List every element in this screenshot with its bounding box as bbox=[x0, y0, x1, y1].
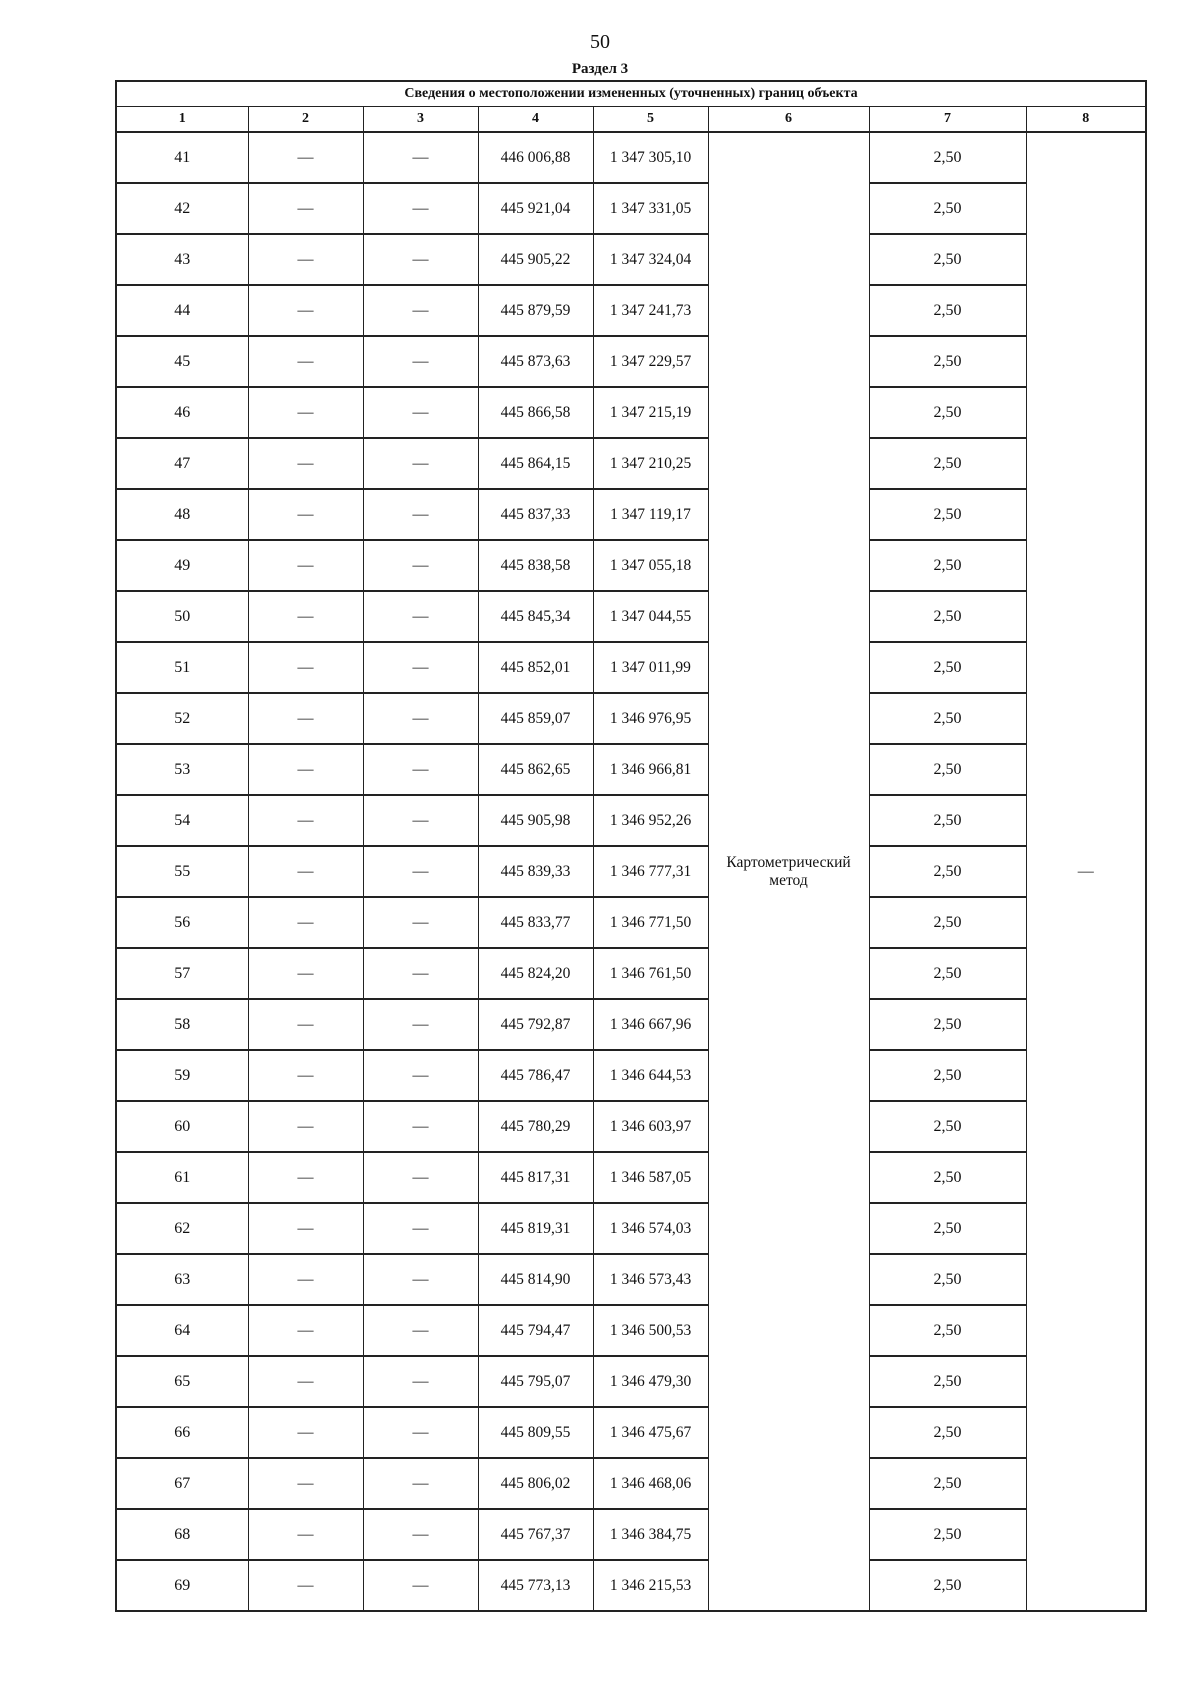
y-coordinate-cell: 1 346 475,67 bbox=[593, 1407, 708, 1458]
col3-cell: — bbox=[363, 489, 478, 540]
accuracy-cell: 2,50 bbox=[869, 1050, 1026, 1101]
col3-cell: — bbox=[363, 1101, 478, 1152]
col3-cell: — bbox=[363, 1254, 478, 1305]
col3-cell: — bbox=[363, 387, 478, 438]
x-coordinate-cell: 445 780,29 bbox=[478, 1101, 593, 1152]
y-coordinate-cell: 1 347 229,57 bbox=[593, 336, 708, 387]
col2-cell: — bbox=[248, 1509, 363, 1560]
method-cell: Картометрический метод bbox=[708, 132, 869, 1611]
table-row bbox=[116, 1458, 1146, 1509]
x-coordinate-cell: 445 837,33 bbox=[478, 489, 593, 540]
x-coordinate-cell: 445 824,20 bbox=[478, 948, 593, 999]
col2-cell: — bbox=[248, 1458, 363, 1509]
col2-cell: — bbox=[248, 642, 363, 693]
col2-cell: — bbox=[248, 1356, 363, 1407]
col2-cell: — bbox=[248, 1101, 363, 1152]
col2-cell: — bbox=[248, 1560, 363, 1611]
column-header-row bbox=[116, 107, 1146, 133]
accuracy-cell: 2,50 bbox=[869, 999, 1026, 1050]
table-row bbox=[116, 1152, 1146, 1203]
point-number-cell: 69 bbox=[116, 1560, 248, 1611]
column-header: 6 bbox=[708, 107, 869, 133]
x-coordinate-cell: 445 767,37 bbox=[478, 1509, 593, 1560]
col3-cell: — bbox=[363, 1305, 478, 1356]
accuracy-cell: 2,50 bbox=[869, 846, 1026, 897]
x-coordinate-cell: 445 814,90 bbox=[478, 1254, 593, 1305]
col3-cell: — bbox=[363, 183, 478, 234]
accuracy-cell: 2,50 bbox=[869, 1458, 1026, 1509]
col2-cell: — bbox=[248, 183, 363, 234]
col2-cell: — bbox=[248, 540, 363, 591]
accuracy-cell: 2,50 bbox=[869, 1356, 1026, 1407]
col2-cell: — bbox=[248, 999, 363, 1050]
col3-cell: — bbox=[363, 1356, 478, 1407]
accuracy-cell: 2,50 bbox=[869, 1509, 1026, 1560]
x-coordinate-cell: 445 859,07 bbox=[478, 693, 593, 744]
accuracy-cell: 2,50 bbox=[869, 489, 1026, 540]
x-coordinate-cell: 445 795,07 bbox=[478, 1356, 593, 1407]
table-row bbox=[116, 948, 1146, 999]
table-row bbox=[116, 1509, 1146, 1560]
point-number-cell: 46 bbox=[116, 387, 248, 438]
point-number-cell: 49 bbox=[116, 540, 248, 591]
page-number: 50 bbox=[590, 31, 610, 53]
point-number-cell: 60 bbox=[116, 1101, 248, 1152]
col3-cell: — bbox=[363, 336, 478, 387]
x-coordinate-cell: 445 839,33 bbox=[478, 846, 593, 897]
col3-cell: — bbox=[363, 693, 478, 744]
y-coordinate-cell: 1 346 976,95 bbox=[593, 693, 708, 744]
column-header: 1 bbox=[116, 107, 248, 133]
point-number-cell: 51 bbox=[116, 642, 248, 693]
x-coordinate-cell: 445 862,65 bbox=[478, 744, 593, 795]
y-coordinate-cell: 1 346 777,31 bbox=[593, 846, 708, 897]
col3-cell: — bbox=[363, 438, 478, 489]
x-coordinate-cell: 445 873,63 bbox=[478, 336, 593, 387]
y-coordinate-cell: 1 346 667,96 bbox=[593, 999, 708, 1050]
table-row bbox=[116, 489, 1146, 540]
y-coordinate-cell: 1 347 331,05 bbox=[593, 183, 708, 234]
col2-cell: — bbox=[248, 846, 363, 897]
col2-cell: — bbox=[248, 438, 363, 489]
accuracy-cell: 2,50 bbox=[869, 693, 1026, 744]
accuracy-cell: 2,50 bbox=[869, 540, 1026, 591]
y-coordinate-cell: 1 347 210,25 bbox=[593, 438, 708, 489]
y-coordinate-cell: 1 346 384,75 bbox=[593, 1509, 708, 1560]
y-coordinate-cell: 1 346 644,53 bbox=[593, 1050, 708, 1101]
table-row bbox=[116, 846, 1146, 897]
accuracy-cell: 2,50 bbox=[869, 1254, 1026, 1305]
point-number-cell: 65 bbox=[116, 1356, 248, 1407]
col2-cell: — bbox=[248, 234, 363, 285]
point-number-cell: 62 bbox=[116, 1203, 248, 1254]
y-coordinate-cell: 1 347 305,10 bbox=[593, 132, 708, 183]
table-row bbox=[116, 1101, 1146, 1152]
y-coordinate-cell: 1 346 603,97 bbox=[593, 1101, 708, 1152]
col2-cell: — bbox=[248, 1305, 363, 1356]
y-coordinate-cell: 1 346 761,50 bbox=[593, 948, 708, 999]
table-row bbox=[116, 540, 1146, 591]
accuracy-cell: 2,50 bbox=[869, 285, 1026, 336]
y-coordinate-cell: 1 346 771,50 bbox=[593, 897, 708, 948]
col3-cell: — bbox=[363, 132, 478, 183]
col2-cell: — bbox=[248, 387, 363, 438]
point-number-cell: 48 bbox=[116, 489, 248, 540]
x-coordinate-cell: 445 838,58 bbox=[478, 540, 593, 591]
point-number-cell: 45 bbox=[116, 336, 248, 387]
point-number-cell: 53 bbox=[116, 744, 248, 795]
table-row bbox=[116, 1560, 1146, 1611]
col2-cell: — bbox=[248, 693, 363, 744]
col2-cell: — bbox=[248, 1152, 363, 1203]
table-row bbox=[116, 1305, 1146, 1356]
accuracy-cell: 2,50 bbox=[869, 795, 1026, 846]
accuracy-cell: 2,50 bbox=[869, 1203, 1026, 1254]
col2-cell: — bbox=[248, 1254, 363, 1305]
x-coordinate-cell: 445 866,58 bbox=[478, 387, 593, 438]
point-number-cell: 59 bbox=[116, 1050, 248, 1101]
x-coordinate-cell: 445 773,13 bbox=[478, 1560, 593, 1611]
boundary-coordinates-table bbox=[115, 80, 1147, 1612]
point-number-cell: 61 bbox=[116, 1152, 248, 1203]
x-coordinate-cell: 445 817,31 bbox=[478, 1152, 593, 1203]
x-coordinate-cell: 445 852,01 bbox=[478, 642, 593, 693]
point-number-cell: 66 bbox=[116, 1407, 248, 1458]
x-coordinate-cell: 446 006,88 bbox=[478, 132, 593, 183]
table-row bbox=[116, 693, 1146, 744]
col8-cell: — bbox=[1026, 132, 1146, 1611]
table-row bbox=[116, 591, 1146, 642]
x-coordinate-cell: 445 809,55 bbox=[478, 1407, 593, 1458]
point-number-cell: 52 bbox=[116, 693, 248, 744]
column-header: 3 bbox=[363, 107, 478, 133]
table-row bbox=[116, 795, 1146, 846]
accuracy-cell: 2,50 bbox=[869, 387, 1026, 438]
x-coordinate-cell: 445 879,59 bbox=[478, 285, 593, 336]
col3-cell: — bbox=[363, 1050, 478, 1101]
col3-cell: — bbox=[363, 642, 478, 693]
col3-cell: — bbox=[363, 591, 478, 642]
table-row bbox=[116, 1254, 1146, 1305]
x-coordinate-cell: 445 806,02 bbox=[478, 1458, 593, 1509]
col3-cell: — bbox=[363, 948, 478, 999]
table-body bbox=[116, 132, 1146, 1611]
table-row bbox=[116, 387, 1146, 438]
point-number-cell: 50 bbox=[116, 591, 248, 642]
col3-cell: — bbox=[363, 1458, 478, 1509]
col2-cell: — bbox=[248, 489, 363, 540]
x-coordinate-cell: 445 794,47 bbox=[478, 1305, 593, 1356]
y-coordinate-cell: 1 346 587,05 bbox=[593, 1152, 708, 1203]
col3-cell: — bbox=[363, 1152, 478, 1203]
table-title: Сведения о местоположении измененных (уточненных) границ объекта bbox=[116, 81, 1146, 107]
col2-cell: — bbox=[248, 744, 363, 795]
y-coordinate-cell: 1 346 215,53 bbox=[593, 1560, 708, 1611]
table-row bbox=[116, 183, 1146, 234]
accuracy-cell: 2,50 bbox=[869, 336, 1026, 387]
point-number-cell: 41 bbox=[116, 132, 248, 183]
table-row bbox=[116, 1203, 1146, 1254]
accuracy-cell: 2,50 bbox=[869, 1560, 1026, 1611]
col3-cell: — bbox=[363, 1560, 478, 1611]
y-coordinate-cell: 1 346 574,03 bbox=[593, 1203, 708, 1254]
table-row bbox=[116, 285, 1146, 336]
col3-cell: — bbox=[363, 540, 478, 591]
accuracy-cell: 2,50 bbox=[869, 183, 1026, 234]
accuracy-cell: 2,50 bbox=[869, 642, 1026, 693]
point-number-cell: 55 bbox=[116, 846, 248, 897]
x-coordinate-cell: 445 905,22 bbox=[478, 234, 593, 285]
col2-cell: — bbox=[248, 1407, 363, 1458]
y-coordinate-cell: 1 347 241,73 bbox=[593, 285, 708, 336]
y-coordinate-cell: 1 346 479,30 bbox=[593, 1356, 708, 1407]
table-row bbox=[116, 1356, 1146, 1407]
x-coordinate-cell: 445 786,47 bbox=[478, 1050, 593, 1101]
y-coordinate-cell: 1 347 324,04 bbox=[593, 234, 708, 285]
col2-cell: — bbox=[248, 1203, 363, 1254]
y-coordinate-cell: 1 346 468,06 bbox=[593, 1458, 708, 1509]
col3-cell: — bbox=[363, 795, 478, 846]
accuracy-cell: 2,50 bbox=[869, 1305, 1026, 1356]
x-coordinate-cell: 445 921,04 bbox=[478, 183, 593, 234]
col2-cell: — bbox=[248, 897, 363, 948]
table-row bbox=[116, 336, 1146, 387]
point-number-cell: 43 bbox=[116, 234, 248, 285]
y-coordinate-cell: 1 347 044,55 bbox=[593, 591, 708, 642]
accuracy-cell: 2,50 bbox=[869, 1152, 1026, 1203]
accuracy-cell: 2,50 bbox=[869, 132, 1026, 183]
x-coordinate-cell: 445 792,87 bbox=[478, 999, 593, 1050]
table-row bbox=[116, 438, 1146, 489]
col3-cell: — bbox=[363, 234, 478, 285]
table-row bbox=[116, 1050, 1146, 1101]
accuracy-cell: 2,50 bbox=[869, 591, 1026, 642]
col3-cell: — bbox=[363, 744, 478, 795]
table-row bbox=[116, 132, 1146, 183]
column-header: 2 bbox=[248, 107, 363, 133]
col2-cell: — bbox=[248, 132, 363, 183]
y-coordinate-cell: 1 347 215,19 bbox=[593, 387, 708, 438]
point-number-cell: 47 bbox=[116, 438, 248, 489]
accuracy-cell: 2,50 bbox=[869, 1101, 1026, 1152]
table-row bbox=[116, 234, 1146, 285]
point-number-cell: 42 bbox=[116, 183, 248, 234]
accuracy-cell: 2,50 bbox=[869, 744, 1026, 795]
x-coordinate-cell: 445 905,98 bbox=[478, 795, 593, 846]
y-coordinate-cell: 1 346 952,26 bbox=[593, 795, 708, 846]
col2-cell: — bbox=[248, 1050, 363, 1101]
y-coordinate-cell: 1 347 055,18 bbox=[593, 540, 708, 591]
col3-cell: — bbox=[363, 1509, 478, 1560]
section-label: Раздел 3 bbox=[571, 61, 629, 77]
accuracy-cell: 2,50 bbox=[869, 438, 1026, 489]
point-number-cell: 64 bbox=[116, 1305, 248, 1356]
table-row bbox=[116, 1407, 1146, 1458]
point-number-cell: 56 bbox=[116, 897, 248, 948]
col3-cell: — bbox=[363, 999, 478, 1050]
col3-cell: — bbox=[363, 285, 478, 336]
col3-cell: — bbox=[363, 1203, 478, 1254]
point-number-cell: 67 bbox=[116, 1458, 248, 1509]
column-header: 5 bbox=[593, 107, 708, 133]
point-number-cell: 57 bbox=[116, 948, 248, 999]
col2-cell: — bbox=[248, 591, 363, 642]
col3-cell: — bbox=[363, 897, 478, 948]
y-coordinate-cell: 1 346 500,53 bbox=[593, 1305, 708, 1356]
col2-cell: — bbox=[248, 336, 363, 387]
point-number-cell: 44 bbox=[116, 285, 248, 336]
point-number-cell: 68 bbox=[116, 1509, 248, 1560]
col2-cell: — bbox=[248, 948, 363, 999]
y-coordinate-cell: 1 347 011,99 bbox=[593, 642, 708, 693]
table-row bbox=[116, 999, 1146, 1050]
col3-cell: — bbox=[363, 1407, 478, 1458]
point-number-cell: 54 bbox=[116, 795, 248, 846]
point-number-cell: 58 bbox=[116, 999, 248, 1050]
table-row bbox=[116, 642, 1146, 693]
y-coordinate-cell: 1 347 119,17 bbox=[593, 489, 708, 540]
col2-cell: — bbox=[248, 795, 363, 846]
x-coordinate-cell: 445 833,77 bbox=[478, 897, 593, 948]
x-coordinate-cell: 445 819,31 bbox=[478, 1203, 593, 1254]
accuracy-cell: 2,50 bbox=[869, 948, 1026, 999]
accuracy-cell: 2,50 bbox=[869, 1407, 1026, 1458]
accuracy-cell: 2,50 bbox=[869, 897, 1026, 948]
x-coordinate-cell: 445 864,15 bbox=[478, 438, 593, 489]
table-row bbox=[116, 744, 1146, 795]
column-header: 4 bbox=[478, 107, 593, 133]
y-coordinate-cell: 1 346 966,81 bbox=[593, 744, 708, 795]
x-coordinate-cell: 445 845,34 bbox=[478, 591, 593, 642]
table-row bbox=[116, 897, 1146, 948]
accuracy-cell: 2,50 bbox=[869, 234, 1026, 285]
col3-cell: — bbox=[363, 846, 478, 897]
column-header: 8 bbox=[1026, 107, 1146, 133]
column-header: 7 bbox=[869, 107, 1026, 133]
col2-cell: — bbox=[248, 285, 363, 336]
y-coordinate-cell: 1 346 573,43 bbox=[593, 1254, 708, 1305]
point-number-cell: 63 bbox=[116, 1254, 248, 1305]
